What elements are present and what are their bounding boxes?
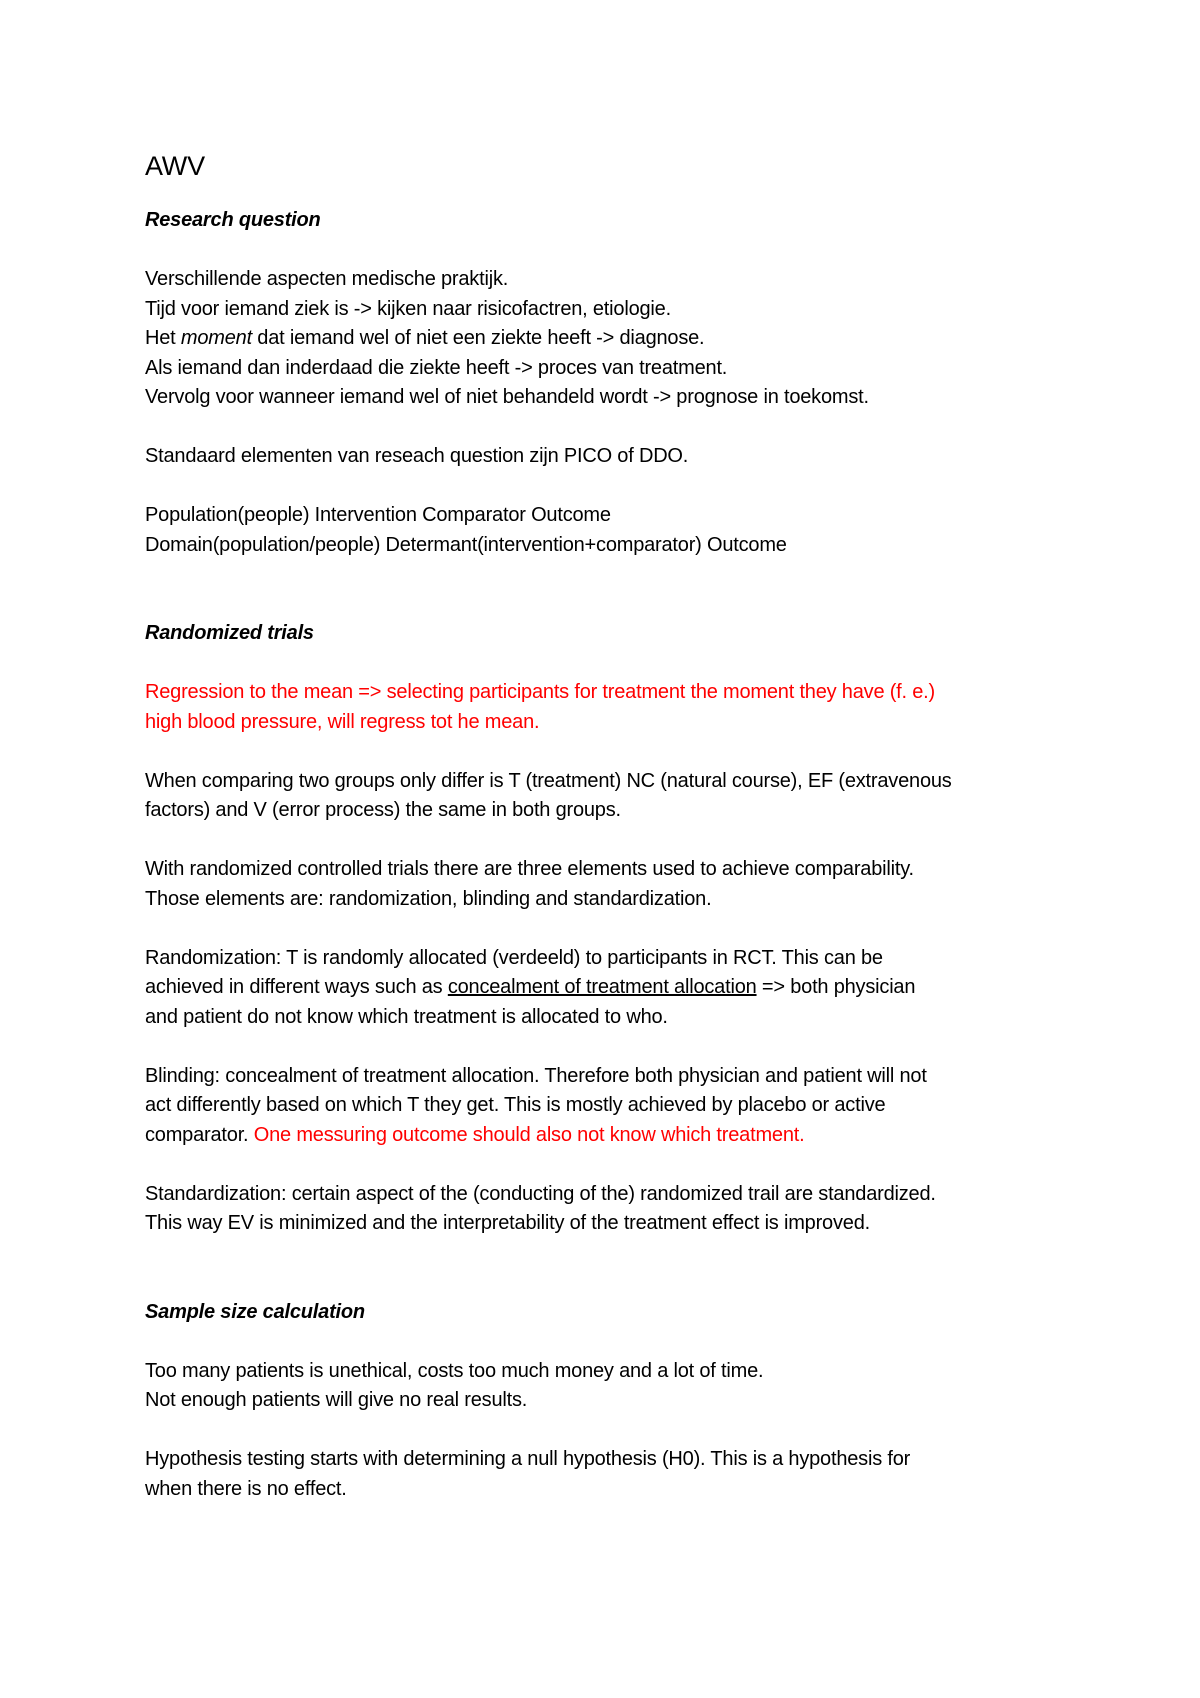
text-line: and patient do not know which treatment is allocated to who. xyxy=(145,1005,668,1028)
text-line: With randomized controlled trials there are three elements used to achieve comparability. xyxy=(145,858,914,880)
section-heading-sample-size: Sample size calculation xyxy=(145,1300,365,1323)
text-line: Regression to the mean => selecting participants for treatment the moment they have (f. e.) xyxy=(145,681,935,703)
text-fragment: comparator. xyxy=(145,1123,254,1146)
text-fragment: => both physician xyxy=(756,976,916,998)
spacer xyxy=(145,1268,1080,1298)
italic-text: moment xyxy=(180,327,252,349)
text-line: Too many patients is unethical, costs too much money and a lot of time. xyxy=(145,1359,764,1382)
text-line xyxy=(145,973,1080,1003)
text-fragment: Het xyxy=(145,327,181,349)
document-title: AWV xyxy=(145,151,205,181)
spacer xyxy=(145,590,1080,620)
paragraph-comparing-groups xyxy=(145,767,1080,826)
text-line: act differently based on which T they get. This is mostly achieved by placebo or active xyxy=(145,1094,886,1116)
document-body xyxy=(145,146,1080,1534)
text-line: Not enough patients will give no real results. xyxy=(145,1389,528,1411)
text-line: Vervolg voor wanneer iemand wel of niet behandeld wordt -> prognose in toekomst. xyxy=(145,386,869,408)
text-line: Domain(population/people) Determant(intervention+comparator) Outcome xyxy=(145,533,787,556)
paragraph-patient-count xyxy=(145,1357,1080,1416)
text-line: Hypothesis testing starts with determining a null hypothesis (H0). This is a hypothesis for xyxy=(145,1448,911,1470)
text-line: Standardization: certain aspect of the (conducting of the) randomized trail are standardized. xyxy=(145,1182,936,1205)
underlined-text: concealment of treatment allocation xyxy=(447,976,757,998)
text-line: Blinding: concealment of treatment allocation. Therefore both physician and patient will not xyxy=(145,1064,927,1087)
text-line: This way EV is minimized and the interpretability of the treatment effect is improved. xyxy=(145,1212,870,1234)
paragraph-medical-practice xyxy=(145,265,1080,413)
red-text: One messuring outcome should also not know which treatment. xyxy=(253,1123,805,1146)
text-line: Population(people) Intervention Comparator Outcome xyxy=(145,504,611,526)
text-line: Randomization: T is randomly allocated (verdeeld) to participants in RCT. This can be xyxy=(145,946,883,969)
text-line: Those elements are: randomization, blinding and standardization. xyxy=(145,887,712,910)
text-line: when there is no effect. xyxy=(145,1477,347,1500)
section-heading-research-question: Research question xyxy=(145,209,321,231)
text-line: factors) and V (error process) the same in both groups. xyxy=(145,799,621,821)
text-line xyxy=(145,324,1080,354)
text-fragment: achieved in different ways such as xyxy=(145,976,448,998)
paragraph-standardization xyxy=(145,1180,1080,1239)
text-line: Verschillende aspecten medische praktijk. xyxy=(145,268,509,290)
paragraph-regression-to-mean xyxy=(145,678,1080,737)
text-line: When comparing two groups only differ is T (treatment) NC (natural course), EF (extravenous xyxy=(145,769,952,792)
paragraph-randomization xyxy=(145,944,1080,1033)
text-line xyxy=(145,1121,1080,1151)
paragraph-pico-definitions xyxy=(145,501,1080,560)
paragraph-rct-elements xyxy=(145,855,1080,914)
text-line: high blood pressure, will regress tot he mean. xyxy=(145,710,540,733)
paragraph-pico-ddo: Standaard elementen van reseach question zijn PICO of DDO. xyxy=(145,445,689,467)
text-fragment: dat iemand wel of niet een ziekte heeft -> diagnose. xyxy=(251,327,705,349)
text-line: Tijd voor iemand ziek is -> kijken naar risicofactren, etiologie. xyxy=(145,297,671,320)
section-heading-randomized-trials: Randomized trials xyxy=(145,622,314,644)
text-line: Als iemand dan inderdaad die ziekte heeft -> proces van treatment. xyxy=(145,356,728,379)
paragraph-hypothesis-testing xyxy=(145,1445,1080,1504)
paragraph-blinding xyxy=(145,1062,1080,1151)
